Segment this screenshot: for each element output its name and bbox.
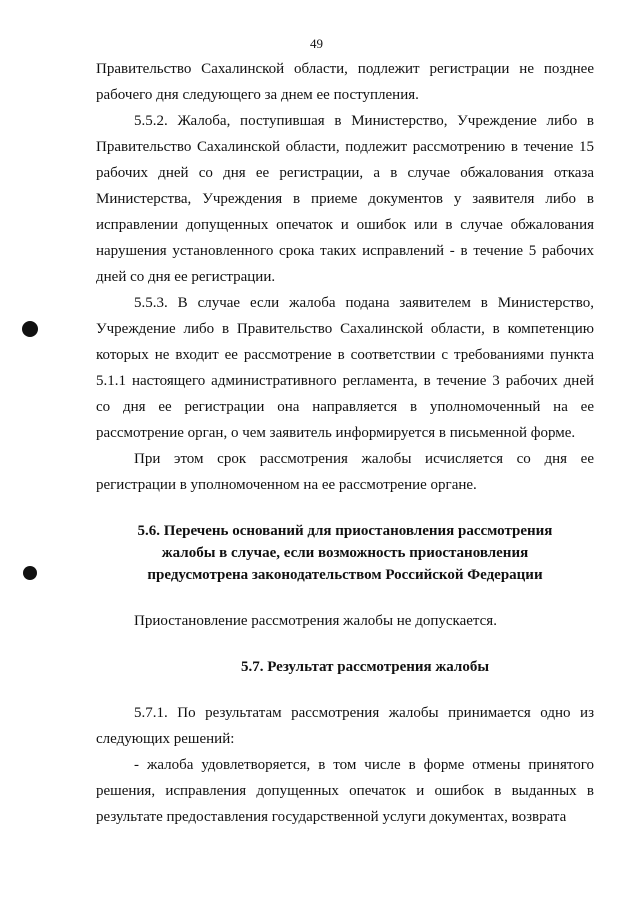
spacer [96,634,594,656]
paragraph-5-5-3: 5.5.3. В случае если жалоба подана заявителем в Министерство, Учреждение либо в Правительство Сахалинской области, в компетенцию которых не входит ее рассмотрение в соответствии с требованиями пункта 5.1.1 настоящего административного регламента, в течение 3 рабочих дней со дня ее регистрации она направляется в уполномоченный на ее рассмотрение орган, о чем заявитель информируется в письменной форме. [96,295,594,441]
paragraph-intro: Правительство Сахалинской области, подлежит регистрации не позднее рабочего дня следующего за днем ее поступления. [96,61,594,103]
paragraph-review-term: При этом срок рассмотрения жалобы исчисляется со дня ее регистрации в уполномоченном на ее рассмотрение органе. [96,451,594,493]
punch-hole-mark [22,321,38,337]
paragraph-suspension: Приостановление рассмотрения жалобы не допускается. [134,613,497,629]
section-heading-5-7: 5.7. Результат рассмотрения жалобы [240,659,490,675]
spacer [96,678,594,700]
paragraph-5-5-2: 5.5.2. Жалоба, поступившая в Министерство, Учреждение либо в Правительство Сахалинской области, подлежит рассмотрению в течение 15 рабочих дней со дня ее регистрации, а в случае обжалования отказа Министерства, Учреждения в приеме документов у заявителя либо в исправлении допущенных опечаток и ошибок или в случае обжалования нарушения установленного срока таких исправлений - в течение 5 рабочих дней со дня ее регистрации. [96,113,594,285]
page-number: 49 [310,36,323,51]
spacer [96,586,594,608]
paragraph-complaint-satisfied: - жалоба удовлетворяется, в том числе в форме отмены принятого решения, исправления допущенных опечаток и ошибок в выданных в результате предоставления государственной услуги документах, возврата [96,757,594,825]
paragraph-5-7-1: 5.7.1. По результатам рассмотрения жалобы принимается одно из следующих решений: [96,705,594,747]
spacer [96,498,594,520]
section-heading-5-6: 5.6. Перечень оснований для приостановления рассмотрения жалобы в случае, если возможность приостановления предусмотрена законодательством Российской Федерации [137,523,553,583]
punch-hole-mark [23,566,37,580]
document-body [96,56,594,830]
